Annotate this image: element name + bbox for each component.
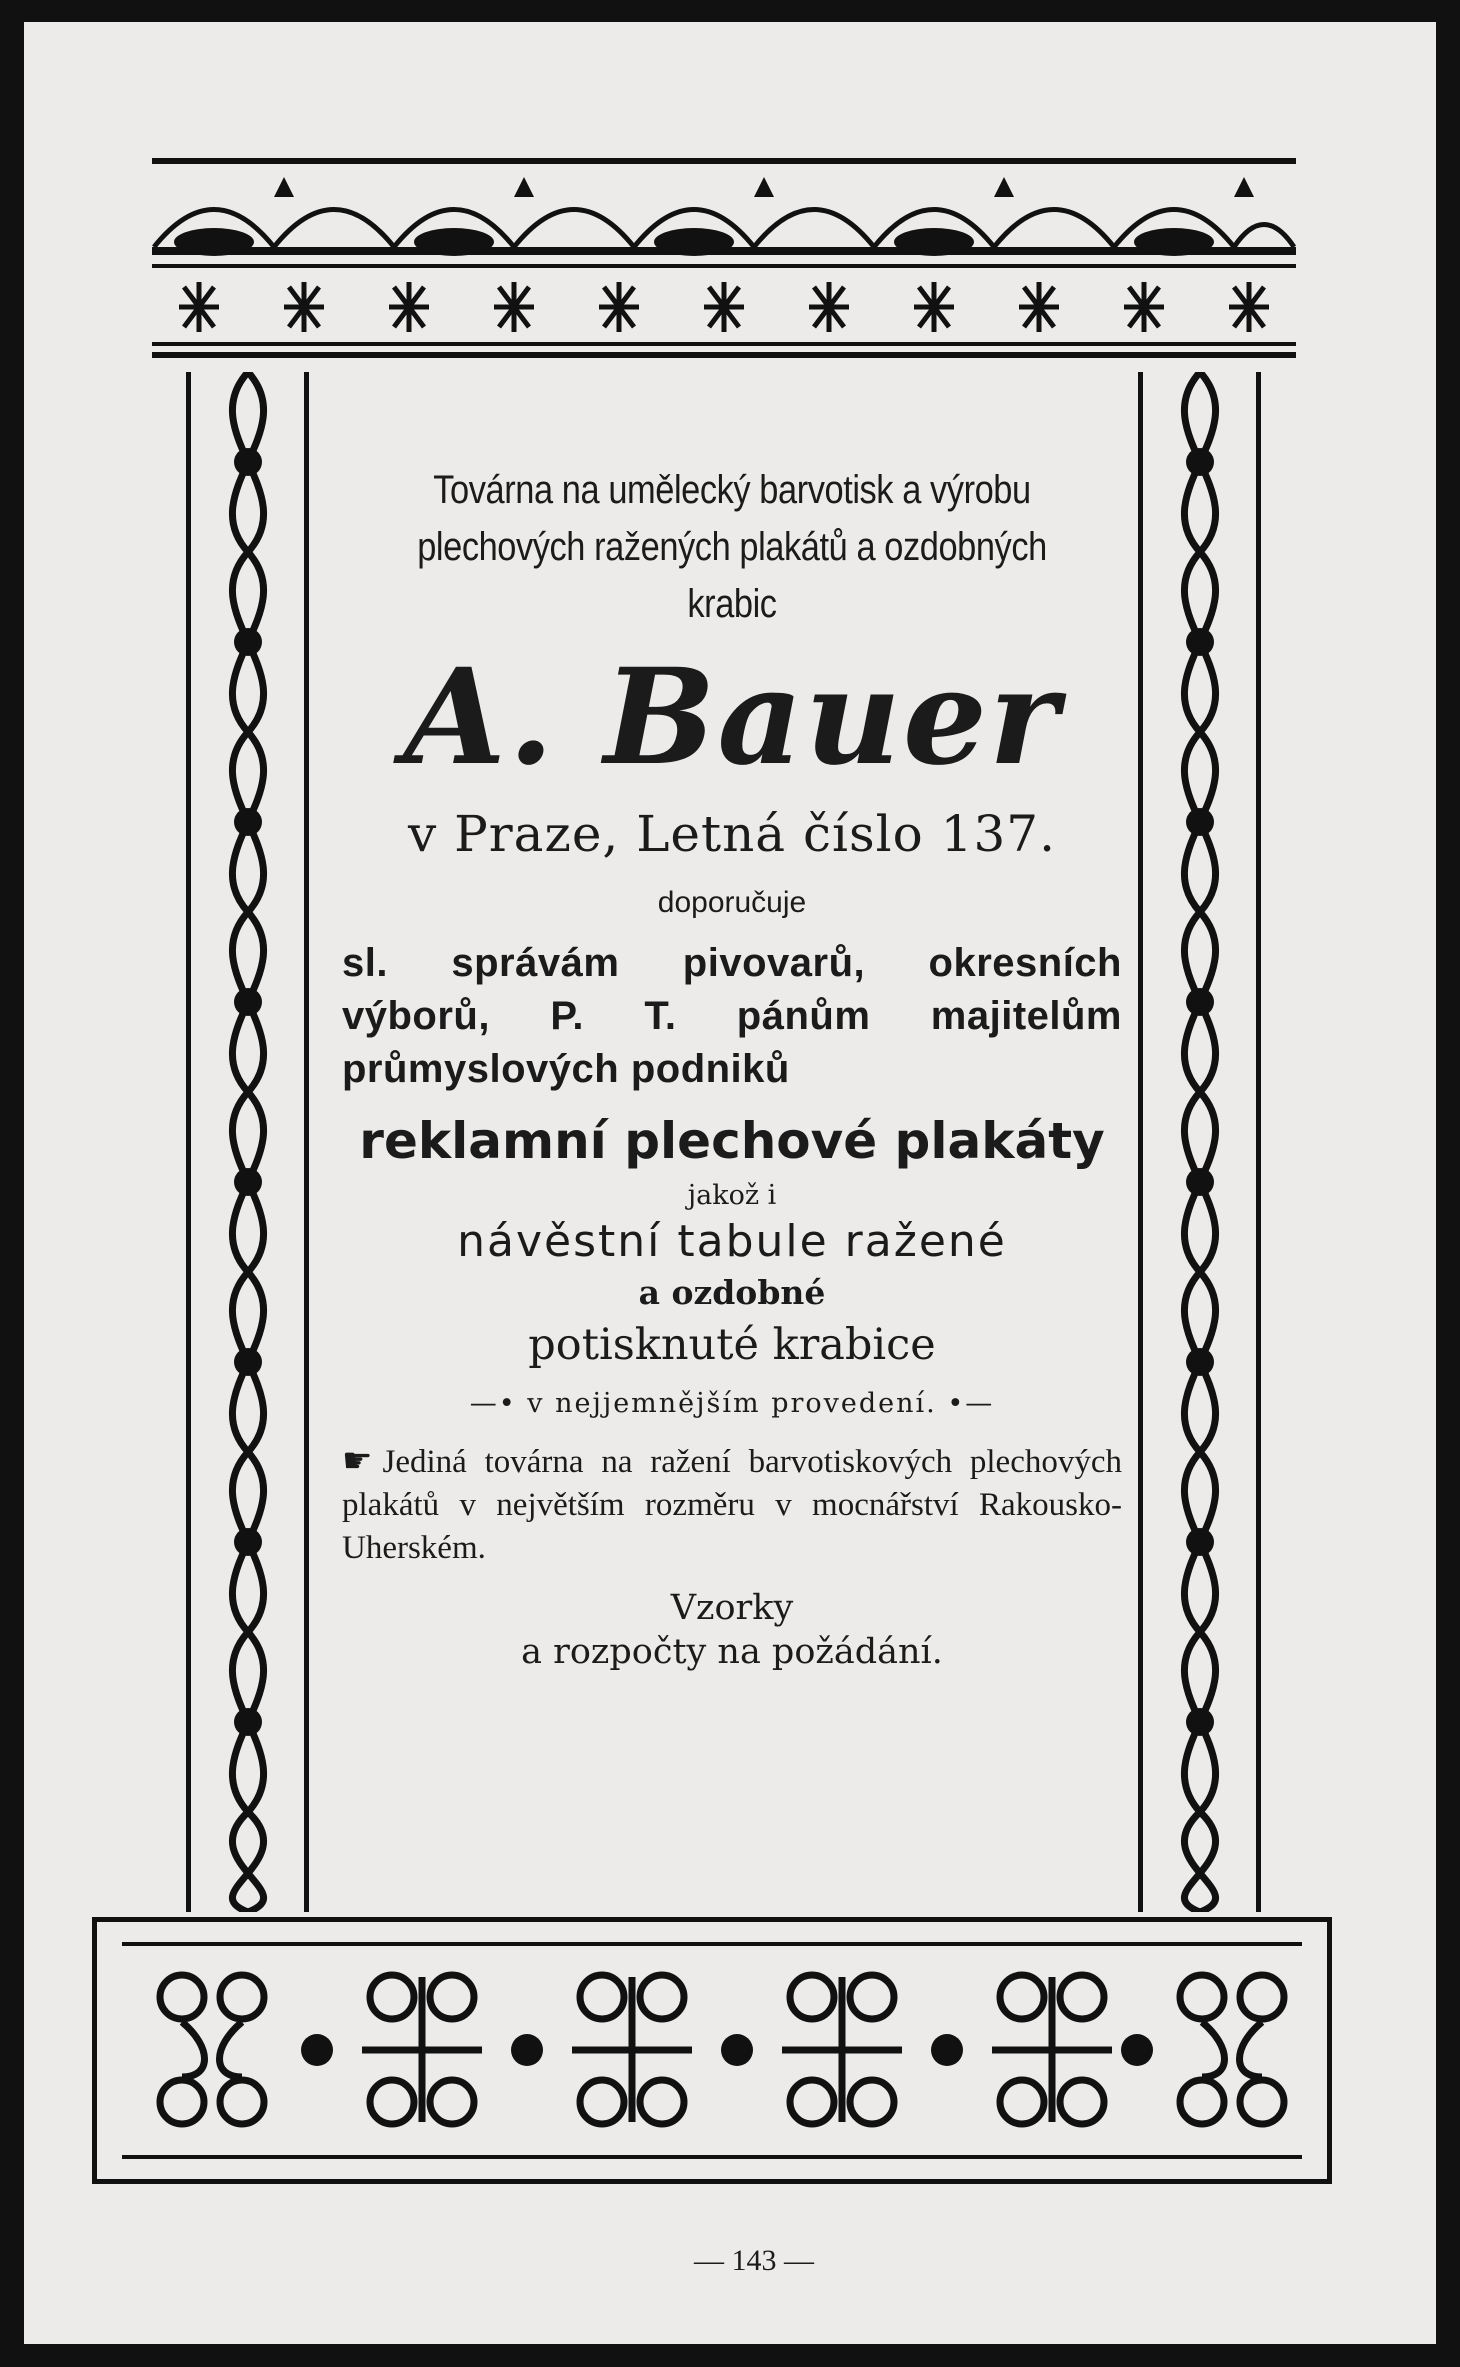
samples-line-2: a rozpočty na požádání. bbox=[521, 1632, 943, 1672]
intro-text: Továrna na umělecký barvotisk a výrobu plechových ražených plakátů a ozdobných krabic bbox=[417, 468, 1047, 626]
samples-line-1: Vzorky bbox=[670, 1588, 794, 1628]
ornamental-left-border bbox=[184, 372, 312, 1912]
pointing-hand-icon: ☛ bbox=[342, 1443, 373, 1480]
address: v Praze, Letná číslo 137. bbox=[408, 805, 1056, 863]
quality-line bbox=[342, 1384, 1122, 1424]
printed-boxes-text: potisknuté krabice bbox=[528, 1320, 936, 1370]
recommends-text: doporučuje bbox=[657, 886, 807, 919]
also-text: jakož i bbox=[687, 1180, 777, 1211]
page-number: — 143 — bbox=[694, 2244, 814, 2277]
ornamental-top-border bbox=[144, 152, 1304, 372]
notice-text: Jediná továrna na ražení barvotiskových plechových plakátů v největším rozměru v mocnářství Rakousko-Uherském. bbox=[342, 1444, 1122, 1566]
notice-paragraph bbox=[342, 1440, 1122, 1570]
signboards-text: návěstní tabule ražené bbox=[457, 1216, 1007, 1267]
right-dash-icon: •— bbox=[947, 1388, 995, 1419]
addressees-text: sl. správám pivovarů, okresních výborů, P. T. pánům majitelům průmyslových podniků bbox=[342, 941, 1122, 1091]
ornamental-bottom-border bbox=[92, 1917, 1332, 2187]
decorative-text: a ozdobné bbox=[638, 1273, 826, 1312]
quality-text: v nejjemnějším provedení. bbox=[527, 1388, 937, 1419]
page bbox=[24, 22, 1436, 2344]
firm-name: A. Bauer bbox=[403, 640, 1061, 795]
product-main: reklamní plechové plakáty bbox=[359, 1112, 1105, 1170]
advert-content bbox=[342, 462, 1122, 1674]
ornamental-right-border bbox=[1136, 372, 1264, 1912]
left-dash-icon: —• bbox=[469, 1388, 517, 1419]
